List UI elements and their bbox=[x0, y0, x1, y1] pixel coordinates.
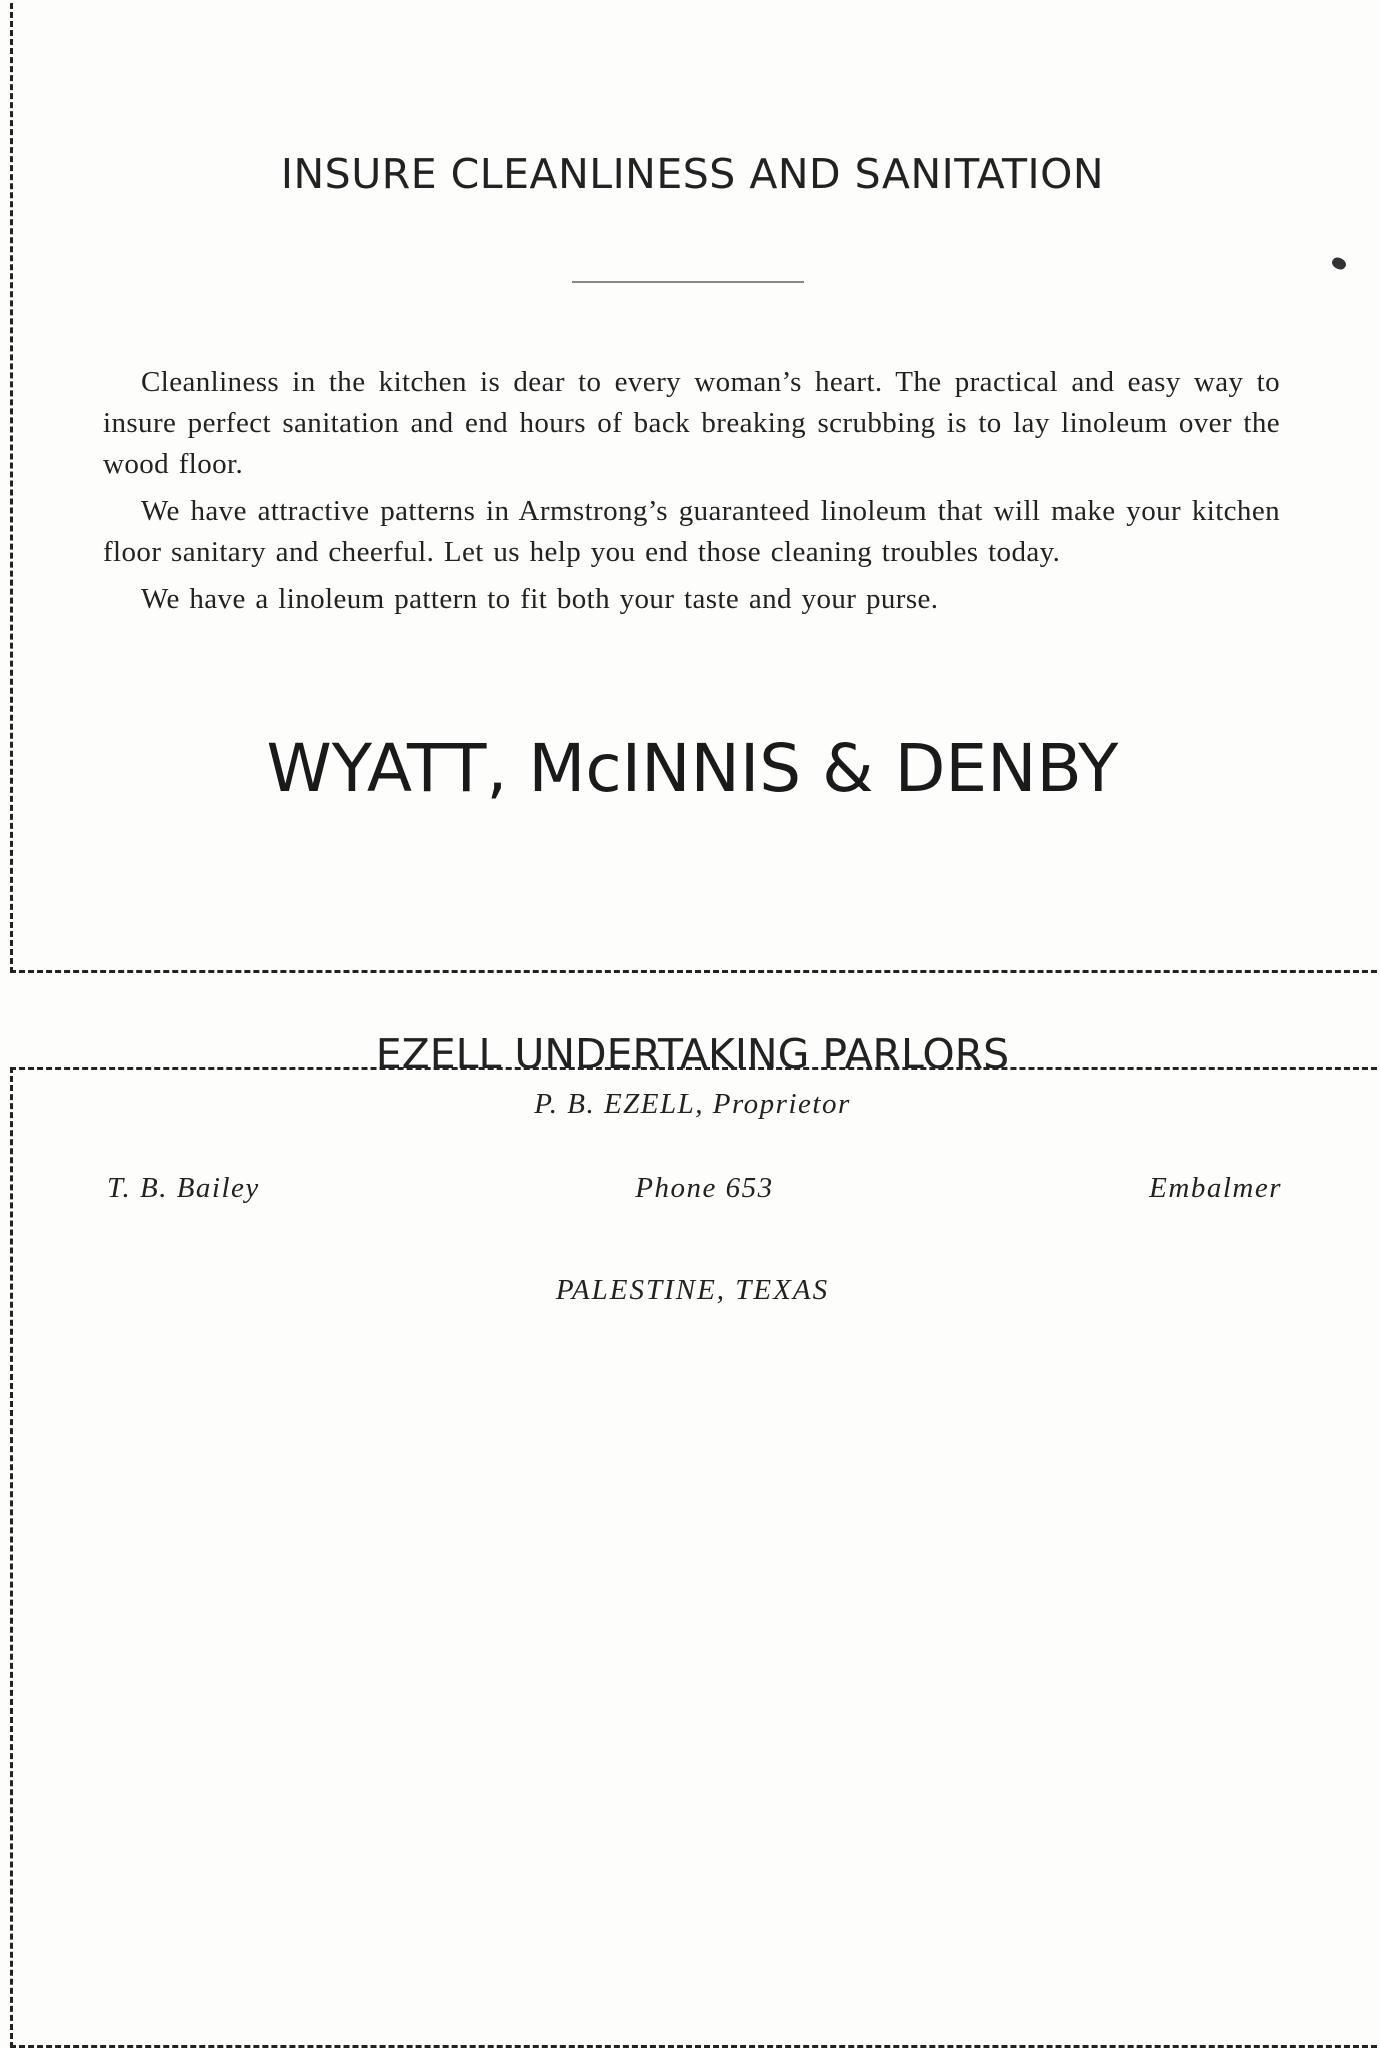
location-line: PALESTINE, TEXAS bbox=[555, 1274, 830, 1306]
linoleum-ad-heading: INSURE CLEANLINESS AND SANITATION bbox=[280, 150, 1105, 198]
body-paragraph-1: Cleanliness in the kitchen is dear to every woman’s heart. The practical and easy way to insure perfect sanitation and end hours of back breaking scrubbing is to lay linoleum over the wood floor. bbox=[103, 366, 1280, 480]
contact-row bbox=[107, 1172, 1282, 1205]
body-paragraph-3: We have a linoleum pattern to fit both your taste and your purse. bbox=[141, 583, 939, 615]
phone-number: Phone 653 bbox=[635, 1172, 774, 1204]
undertaking-ad-heading: EZELL UNDERTAKING PARLORS bbox=[375, 1030, 1010, 1078]
heading-divider bbox=[572, 281, 804, 283]
embalmer-name: T. B. Bailey bbox=[107, 1172, 260, 1204]
linoleum-ad-body bbox=[103, 362, 1280, 626]
undertaking-advertisement bbox=[10, 1067, 1380, 2048]
body-paragraph-2: We have attractive patterns in Armstrong’s guaranteed linoleum that will make your kitchen floor sanitary and cheerful. Let us help you end those cleaning troubles today. bbox=[103, 495, 1280, 568]
proprietor-line: P. B. EZELL, Proprietor bbox=[534, 1088, 851, 1120]
firm-name: WYATT, McINNIS & DENBY bbox=[266, 730, 1119, 807]
embalmer-title: Embalmer bbox=[1149, 1172, 1282, 1204]
